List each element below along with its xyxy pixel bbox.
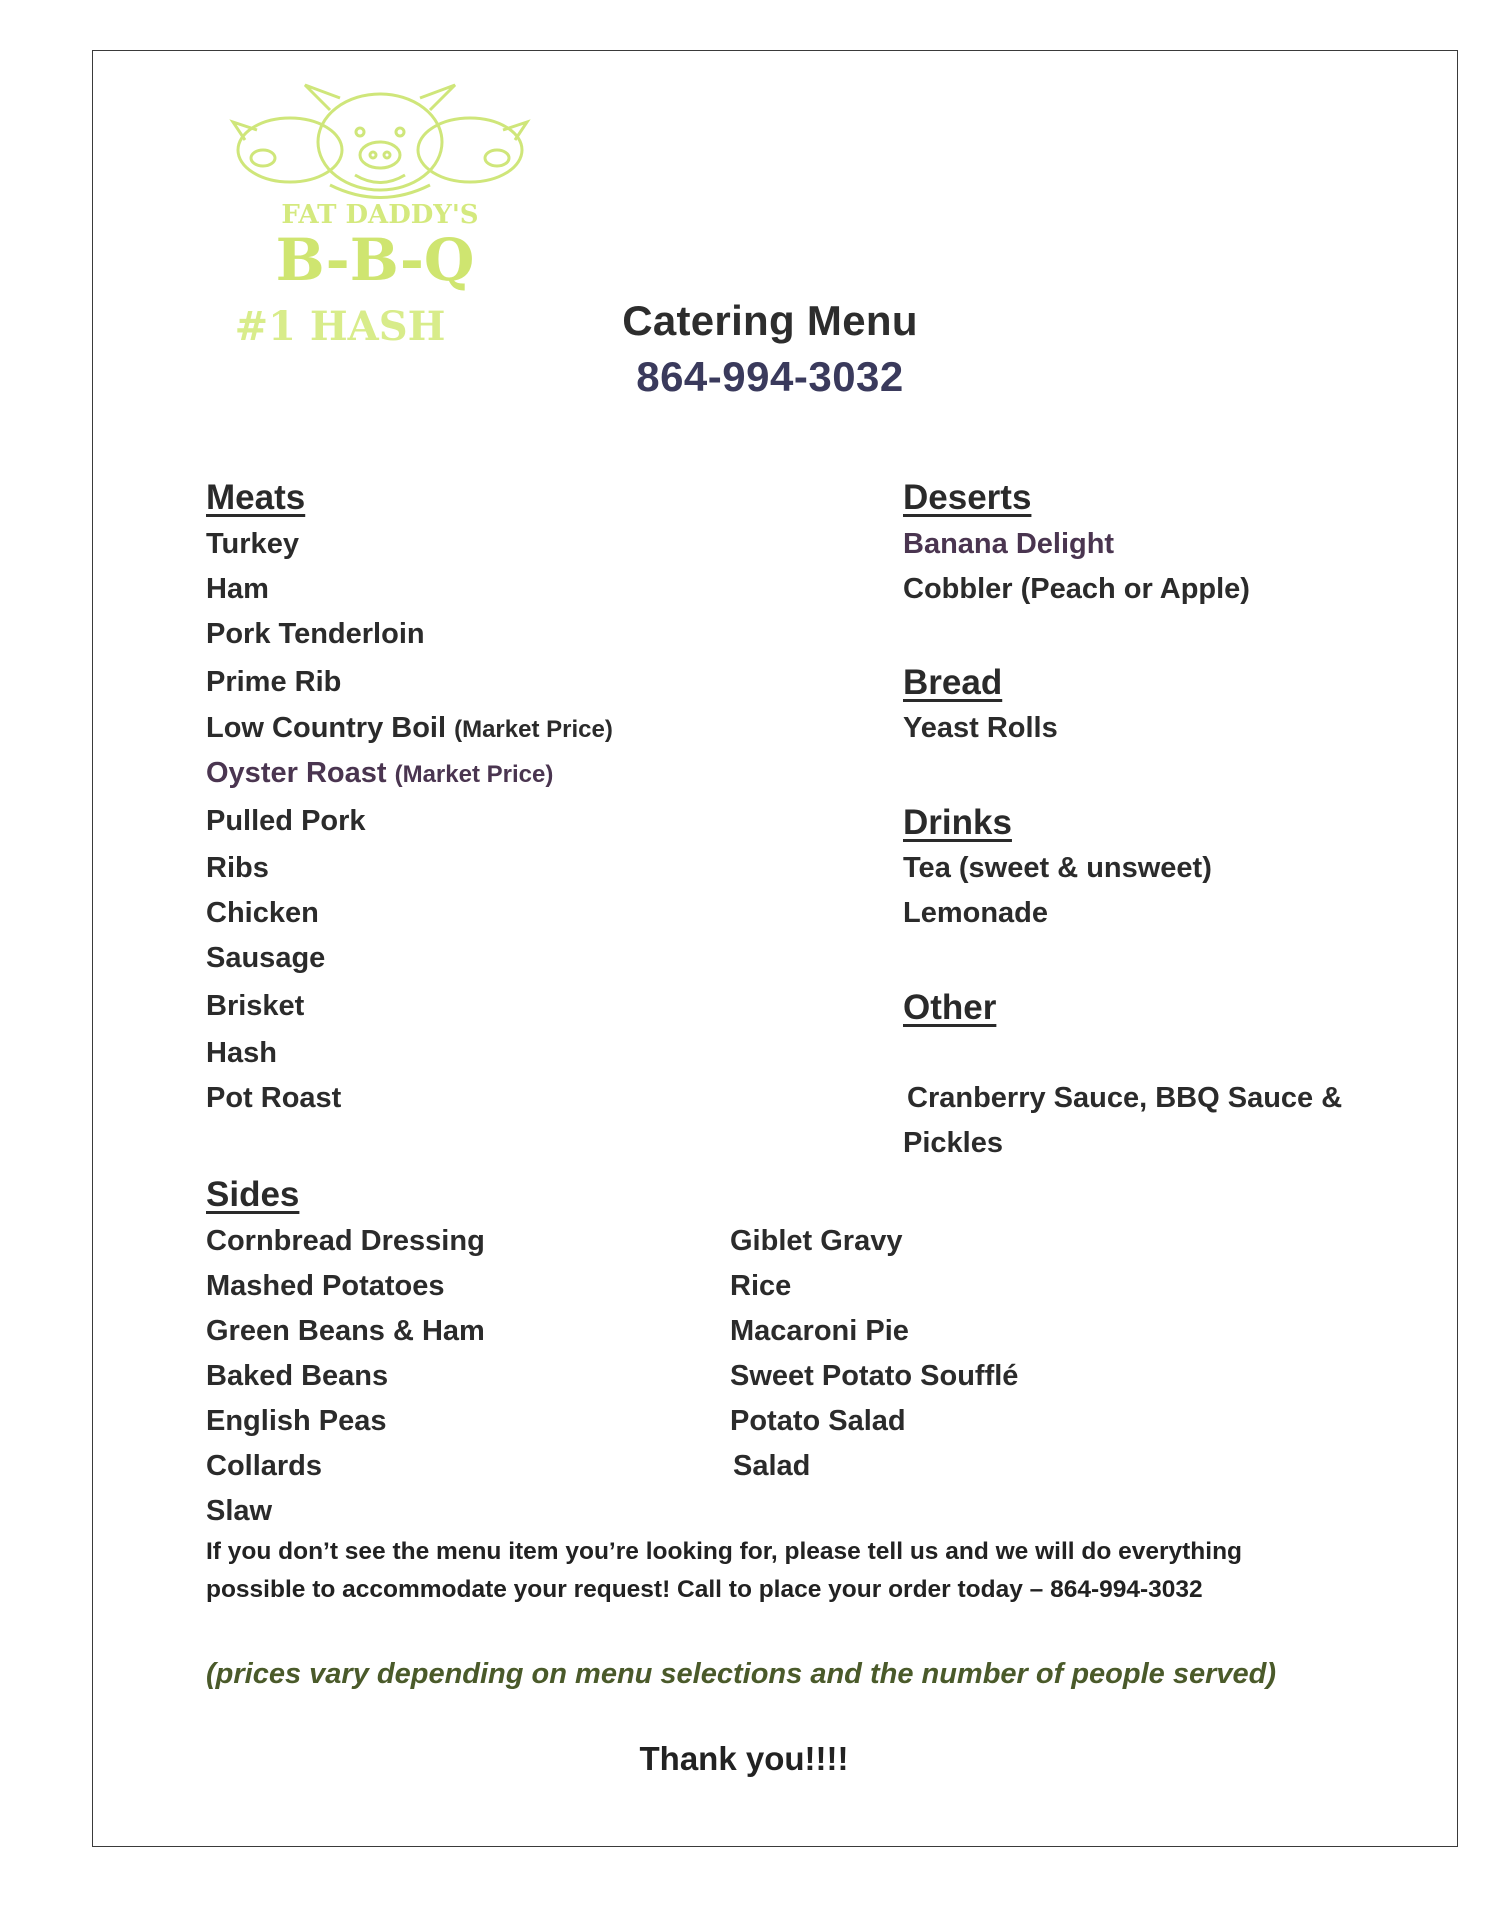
meat-item [206, 990, 304, 1023]
meat-item [206, 618, 425, 651]
prices-disclaimer: (prices vary depending on menu selections and the number of people served) [206, 1658, 1277, 1690]
bread-item: Yeast Rolls [903, 712, 1058, 744]
drinks-heading: Drinks [903, 803, 1012, 842]
side-item: Giblet Gravy [730, 1225, 903, 1257]
meat-item [206, 1037, 277, 1070]
fat-daddys-bbq-logo [215, 80, 545, 350]
meat-item-name: Pulled Pork [206, 805, 366, 837]
side-item: Sweet Potato Soufflé [730, 1360, 1019, 1392]
custom-request-note-line2: possible to accommodate your request! Call to place your order today – 864-994-3032 [206, 1576, 1203, 1603]
header [560, 295, 980, 403]
page-title: Catering Menu [622, 297, 918, 344]
meat-item [206, 805, 366, 838]
side-item: Rice [730, 1270, 792, 1302]
meat-item [206, 712, 613, 745]
meat-item-name: Prime Rib [206, 666, 342, 698]
deserts-heading: Deserts [903, 478, 1032, 517]
meat-item-name: Chicken [206, 897, 319, 929]
meat-item [206, 666, 341, 699]
other-heading: Other [903, 988, 997, 1027]
meat-item [206, 573, 269, 606]
thank-you: Thank you!!!! [639, 1740, 849, 1777]
meat-item-name: Ham [206, 573, 269, 605]
meat-item-name: Sausage [206, 942, 326, 974]
side-item: Baked Beans [206, 1360, 389, 1392]
market-price-note: (Market Price) [454, 716, 613, 743]
side-item: English Peas [206, 1405, 387, 1437]
logo-line2: B-B-Q [275, 226, 475, 294]
side-item: Macaroni Pie [730, 1315, 909, 1347]
meats-heading: Meats [206, 478, 306, 517]
logo-line1: FAT DADDY'S [281, 200, 479, 230]
meat-item [206, 942, 325, 975]
side-item: Potato Salad [730, 1405, 906, 1437]
market-price-note: (Market Price) [394, 761, 554, 788]
meat-item-name: Low Country Boil [206, 712, 447, 744]
meat-item-name: Brisket [206, 990, 305, 1022]
meat-item-name: Pot Roast [206, 1082, 342, 1114]
desert-item: Banana Delight [903, 528, 1115, 560]
other-item: Cranberry Sauce, BBQ Sauce & [907, 1082, 1343, 1114]
meat-item [206, 528, 299, 561]
desert-item: Cobbler (Peach or Apple) [903, 573, 1250, 605]
sides-heading: Sides [206, 1175, 300, 1214]
meat-item [206, 1082, 341, 1115]
meat-item [206, 757, 553, 790]
meat-item-name: Pork Tenderloin [206, 618, 425, 650]
three-pigs-icon [215, 80, 545, 350]
drink-item: Lemonade [903, 897, 1049, 929]
side-item: Collards [206, 1450, 323, 1482]
custom-request-note-line1: If you don’t see the menu item you’re looking for, please tell us and we will do everything [206, 1538, 1242, 1565]
side-item: Slaw [206, 1495, 273, 1527]
bread-heading: Bread [903, 663, 1003, 702]
other-item: Pickles [903, 1127, 1003, 1159]
meat-item-name: Oyster Roast [206, 757, 387, 789]
side-item: Green Beans & Ham [206, 1315, 485, 1347]
meat-item-name: Hash [206, 1037, 277, 1069]
logo-line3: #1 HASH [234, 303, 446, 350]
meat-item-name: Ribs [206, 852, 269, 884]
phone-number: 864-994-3032 [636, 353, 904, 400]
side-item: Mashed Potatoes [206, 1270, 445, 1302]
meat-item [206, 897, 319, 930]
meat-item [206, 852, 269, 885]
side-item: Cornbread Dressing [206, 1225, 485, 1257]
side-item: Salad [733, 1450, 811, 1482]
drink-item: Tea (sweet & unsweet) [903, 852, 1212, 884]
meat-item-name: Turkey [206, 528, 299, 560]
